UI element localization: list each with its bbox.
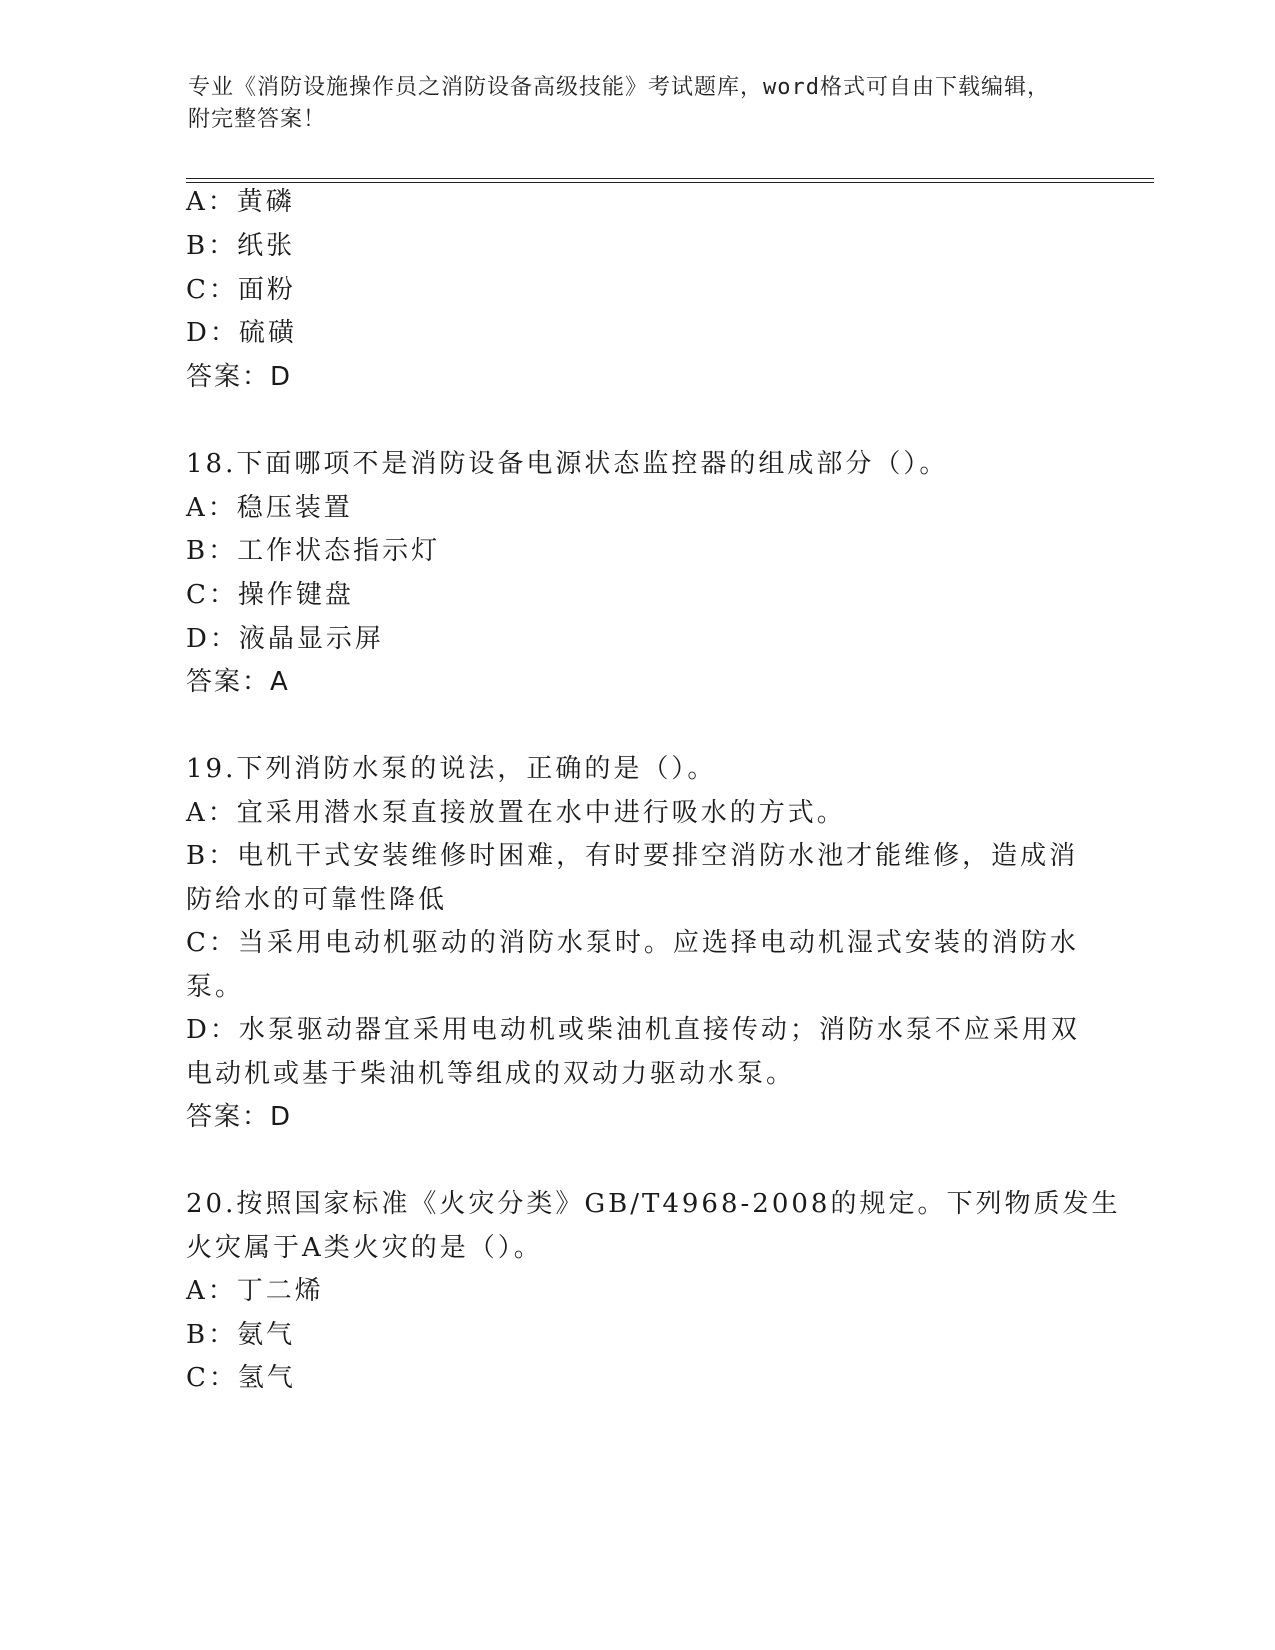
q18-option-a: A：稳压装置 bbox=[186, 493, 353, 523]
q18-question: 18.下面哪项不是消防设备电源状态监控器的组成部分（）。 bbox=[186, 449, 949, 479]
q18-answer: 答案：A bbox=[186, 667, 290, 697]
q17-option-a: A：黄磷 bbox=[186, 187, 295, 217]
q19-option-c-line2: 泵。 bbox=[186, 972, 245, 1002]
q19-option-d-line2: 电动机或基于柴油机等组成的双动力驱动水泵。 bbox=[186, 1059, 796, 1089]
q19-option-b-line2: 防给水的可靠性降低 bbox=[186, 885, 448, 915]
q20-option-a: A：丁二烯 bbox=[186, 1276, 324, 1306]
header-divider bbox=[186, 178, 1154, 183]
q17-option-d: D：硫磺 bbox=[186, 318, 297, 348]
q18-option-c: C：操作键盘 bbox=[186, 580, 354, 610]
q20-question-line1: 20.按照国家标准《火灾分类》GB/T4968-2008的规定。下列物质发生 bbox=[186, 1189, 1121, 1219]
q19-question: 19.下列消防水泵的说法，正确的是（）。 bbox=[186, 754, 717, 784]
q19-option-a: A：宜采用潜水泵直接放置在水中进行吸水的方式。 bbox=[186, 798, 846, 828]
q17-option-b: B：纸张 bbox=[186, 231, 296, 261]
q19-option-b-line1: B：电机干式安装维修时困难，有时要排空消防水池才能维修，造成消 bbox=[186, 841, 1079, 871]
q20-question-line2: 火灾属于A类火灾的是（）。 bbox=[186, 1233, 543, 1263]
q19-answer: 答案：D bbox=[186, 1102, 293, 1132]
q17-answer: 答案：D bbox=[186, 362, 293, 392]
page-header: 专业《消防设施操作员之消防设备高级技能》考试题库，word格式可自由下载编辑，附完整答案！ bbox=[188, 75, 1050, 132]
q17-option-c: C：面粉 bbox=[186, 275, 296, 305]
q19-option-d-line1: D：水泵驱动器宜采用电动机或柴油机直接传动；消防水泵不应采用双 bbox=[186, 1015, 1080, 1045]
q18-option-b: B：工作状态指示灯 bbox=[186, 536, 441, 566]
q20-option-b: B：氨气 bbox=[186, 1320, 296, 1350]
q19-option-c-line1: C：当采用电动机驱动的消防水泵时。应选择电动机湿式安装的消防水 bbox=[186, 928, 1079, 958]
q18-option-d: D：液晶显示屏 bbox=[186, 624, 384, 654]
q20-option-c: C：氢气 bbox=[186, 1363, 296, 1393]
